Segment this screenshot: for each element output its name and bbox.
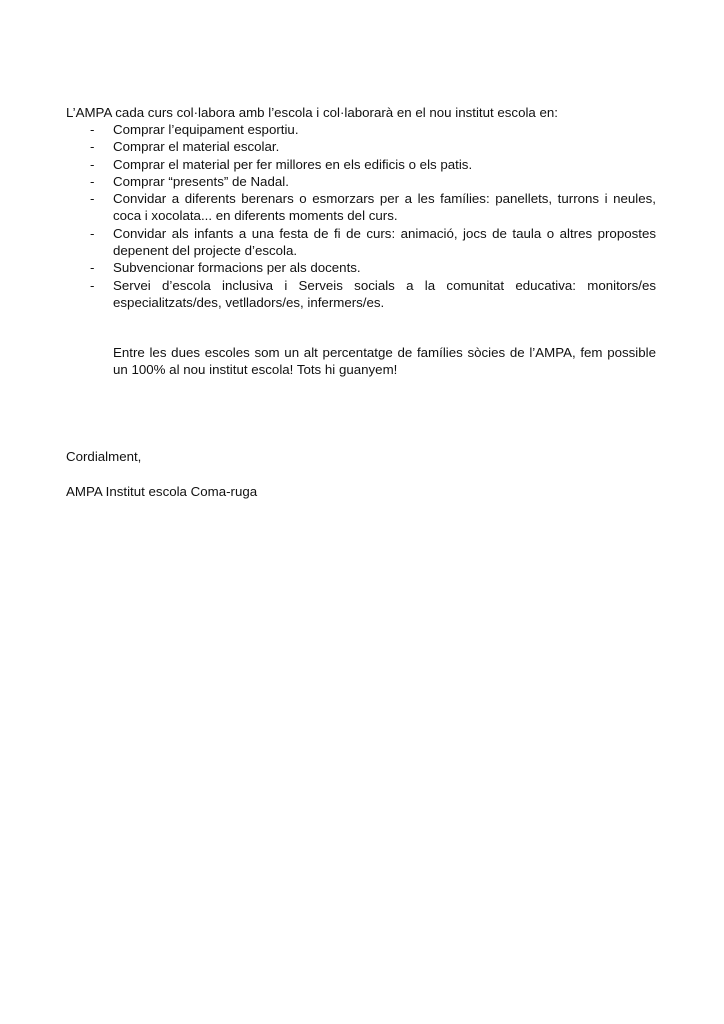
signature: AMPA Institut escola Coma-ruga [66, 484, 258, 499]
bullet-dash: - [90, 277, 95, 293]
list-item-text: Comprar l’equipament esportiu. [113, 122, 299, 137]
intro-text: L’AMPA cada curs col·labora amb l’escola i col·laborarà en el nou institut escola en: [66, 105, 558, 120]
list-item [66, 277, 656, 312]
list-item-text: Comprar el material per fer millores en els edificis o els patis. [113, 156, 473, 172]
list-item-text: Servei d’escola inclusiva i Serveis socials a la comunitat educativa: monitors/es especialitzats/des, vetlladors/es, infermers/es. [113, 277, 656, 310]
list-item-text: Subvencionar formacions per als docents. [113, 260, 361, 276]
list-item [66, 121, 656, 138]
list-item [66, 259, 656, 276]
bullet-dash: - [90, 260, 95, 276]
salutation: Cordialment, [66, 449, 142, 464]
bullet-dash: - [90, 156, 95, 172]
list-item [66, 156, 656, 173]
bullet-dash: - [90, 173, 95, 189]
list-item-text: Convidar a diferents berenars o esmorzars per a les famílies: panellets, turrons i neules, coca i xocolata... en diferents moments del curs. [113, 191, 656, 224]
list-item-text: Comprar el material escolar. [113, 139, 280, 155]
list-item-text: Convidar als infants a una festa de fi de curs: animació, jocs de taula o altres propostes depenent del projecte d’escola. [113, 225, 656, 259]
bullet-dash: - [90, 139, 95, 155]
bullet-dash: - [90, 122, 95, 137]
bullet-dash: - [90, 225, 95, 241]
closing-paragraph: Entre les dues escoles som un alt percentatge de famílies sòcies de l’AMPA, fem possible un 100% al nou institut escola! Tots hi guanyem! [113, 345, 656, 378]
list-item [66, 138, 656, 155]
bullet-dash: - [90, 191, 95, 207]
contribution-list [66, 121, 656, 311]
list-item-text: Comprar “presents” de Nadal. [113, 173, 289, 189]
list-item [66, 190, 656, 225]
list-item [66, 225, 656, 260]
list-item [66, 173, 656, 190]
